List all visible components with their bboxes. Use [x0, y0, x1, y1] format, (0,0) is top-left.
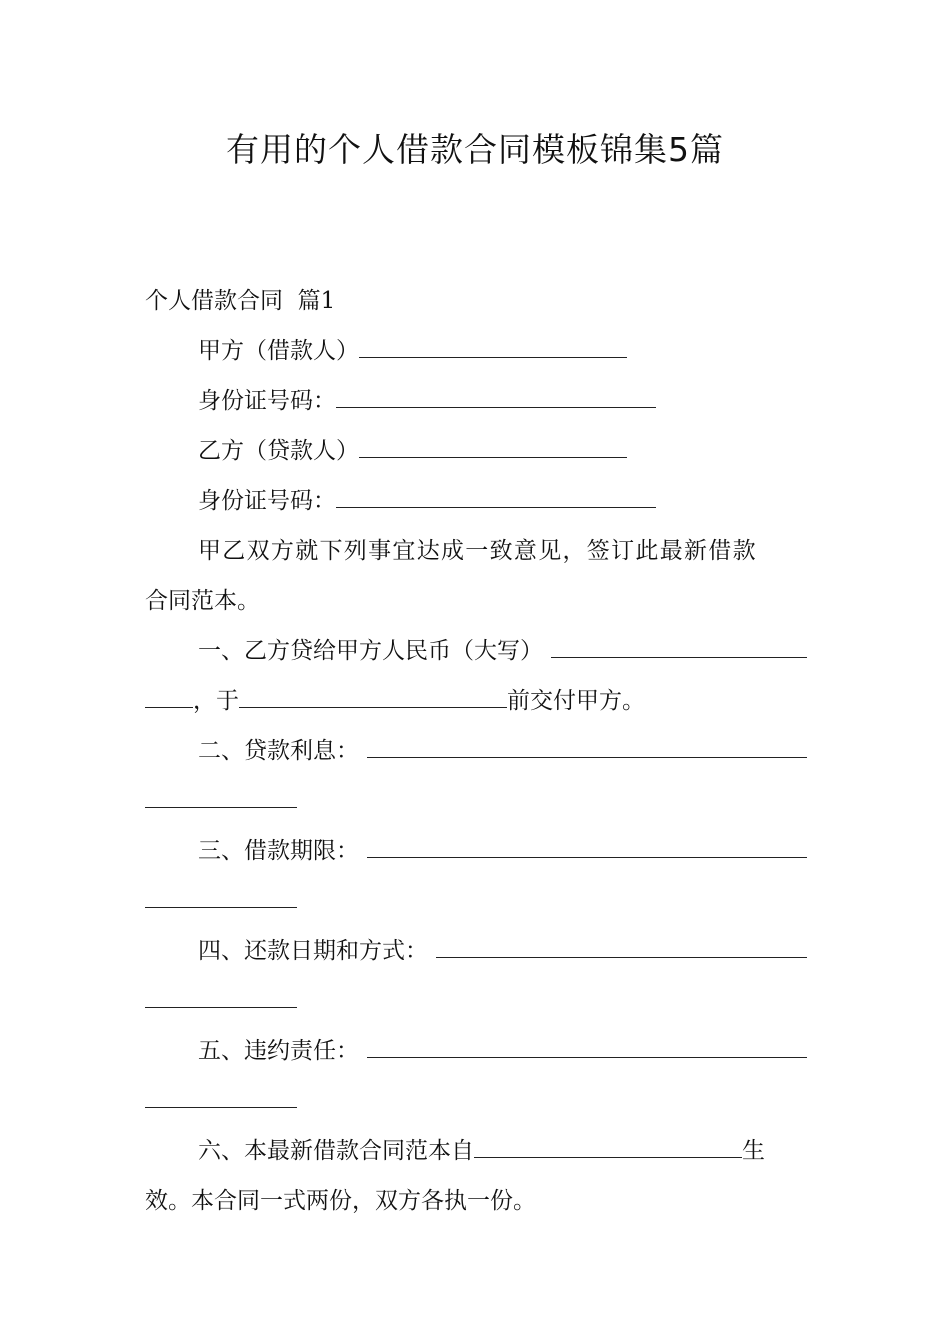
borrower-id-row	[145, 476, 807, 526]
clause-4-row	[145, 926, 807, 976]
section-heading: 个人借款合同 篇1	[145, 288, 336, 314]
lender-blank	[359, 339, 627, 358]
interest-blank	[367, 739, 807, 758]
liability-blank	[367, 1039, 807, 1058]
contract-body	[145, 276, 807, 1226]
clause-6-label: 六、本最新借款合同范本自	[198, 1138, 474, 1164]
clause-6-row-2: 效。本合同一式两份，双方各执一份。	[145, 1188, 536, 1214]
borrower-id-blank	[336, 489, 656, 508]
clause-1-tail: 前交付甲方。	[507, 688, 645, 714]
lender-label: 甲方（借款人）	[198, 338, 359, 364]
clause-3-label: 三、借款期限：	[198, 838, 359, 864]
clause-5-row-2	[145, 1076, 807, 1126]
lender-id-blank	[336, 389, 656, 408]
clause-1-row-2	[145, 676, 807, 726]
clause-6-tail: 生	[742, 1138, 765, 1164]
borrower-id-label: 身份证号码：	[198, 488, 336, 514]
intro-line-1: 甲乙双方就下列事宜达成一致意见，签订此最新借款	[198, 538, 757, 564]
term-blank	[367, 839, 807, 858]
term-blank-cont	[145, 889, 297, 908]
clause-2-label: 二、贷款利息：	[198, 738, 359, 764]
borrower-row	[145, 426, 807, 476]
clause-2-row	[145, 726, 807, 776]
document-title: 有用的个人借款合同模板锦集5篇	[226, 130, 724, 169]
repayment-blank-cont	[145, 989, 297, 1008]
clause-3-row	[145, 826, 807, 876]
borrower-label: 乙方（贷款人）	[198, 438, 359, 464]
clause-1-label: 一、乙方贷给甲方人民币（大写）	[198, 638, 543, 664]
clause-6-row	[145, 1126, 807, 1176]
lender-id-row	[145, 376, 807, 426]
clause-2-row-2	[145, 776, 807, 826]
liability-blank-cont	[145, 1089, 297, 1108]
delivery-date-blank	[239, 689, 507, 708]
lender-row	[145, 326, 807, 376]
borrower-blank	[359, 439, 627, 458]
effective-date-blank	[474, 1139, 742, 1158]
clause-3-row-2	[145, 876, 807, 926]
clause-5-label: 五、违约责任：	[198, 1038, 359, 1064]
intro-line-2: 合同范本。	[145, 588, 260, 614]
amount-blank	[551, 639, 807, 658]
repayment-blank	[436, 939, 807, 958]
clause-4-row-2	[145, 976, 807, 1026]
clause-4-label: 四、还款日期和方式：	[198, 938, 428, 964]
clause-1-row	[145, 626, 807, 676]
lender-id-label: 身份证号码：	[198, 388, 336, 414]
clause-1-date-label: ，于	[193, 688, 239, 714]
amount-blank-cont	[145, 689, 193, 708]
interest-blank-cont	[145, 789, 297, 808]
clause-5-row	[145, 1026, 807, 1076]
